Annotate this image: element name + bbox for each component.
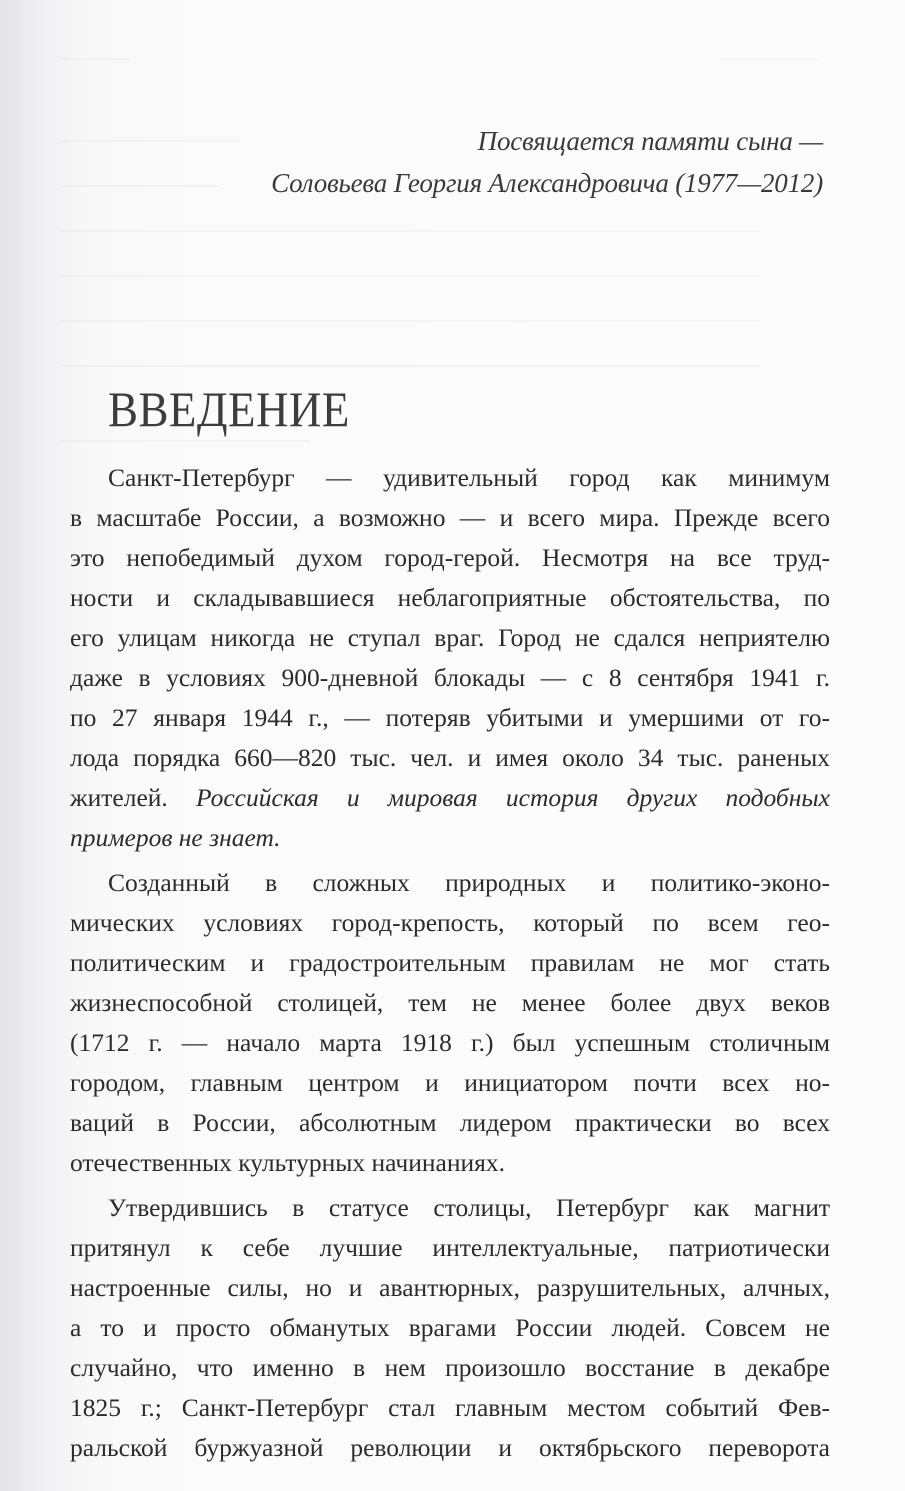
dedication-line-2: Соловьева Георгия Александровича (1977—2012) (271, 168, 823, 198)
paragraph-1-line-10: примеров не знает. (70, 823, 281, 852)
paragraph-3-line-1: Утвердившись в статусе столицы, Петербург как магнит (108, 1193, 830, 1222)
italic-emphasis: Российская и мировая история других подобных (195, 783, 830, 812)
paragraph-1-line-2: в масштабе России, а возможно — и всего мира. Прежде всего (70, 503, 830, 532)
chapter-title: ВВЕДЕНИЕ (108, 381, 350, 437)
paragraph-2-line-6: городом, главным центром и инициатором почти всех но- (70, 1068, 830, 1097)
dedication-line-1: Посвящается памяти сына — (477, 126, 823, 156)
paragraph-1-line-5: его улицам никогда не ступал враг. Город не сдался неприятелю (70, 623, 830, 652)
paragraph-2-line-8: отечественных культурных начинаниях. (70, 1148, 506, 1177)
paragraph-1-line-1: Санкт-Петербург — удивительный город как минимум (108, 463, 830, 492)
paragraph-1-line-3: это непобедимый духом город-герой. Несмотря на все труд- (70, 543, 830, 572)
paragraph-2-line-7: ваций в России, абсолютным лидером практически во всех (70, 1108, 830, 1137)
paragraph-3-line-4: а то и просто обманутых врагами России людей. Совсем не (70, 1313, 830, 1342)
paragraph-1-line-4: ности и складывавшиеся неблагоприятные обстоятельства, по (70, 583, 830, 612)
paragraph-3-line-6: 1825 г.; Санкт-Петербург стал главным местом событий Фев- (70, 1393, 830, 1422)
paragraph-1-line-6: даже в условиях 900-дневной блокады — с 8 сентября 1941 г. (70, 663, 830, 692)
paragraph-3-line-5: случайно, что именно в нем произошло восстание в декабре (70, 1353, 830, 1382)
paragraph-3-line-2: притянул к себе лучшие интеллектуальные, патриотически (70, 1233, 830, 1262)
paragraph-2-line-3: политическим и градостроительным правилам не мог стать (70, 948, 830, 977)
paragraph-2-line-4: жизнеспособной столицей, тем не менее более двух веков (70, 988, 830, 1017)
line-text: жителей. (70, 783, 196, 812)
paragraph-1-line-8: лода порядка 660—820 тыс. чел. и имея около 34 тыс. раненых (70, 743, 830, 772)
paragraph-2-line-5: (1712 г. — начало марта 1918 г.) был успешным столичным (70, 1028, 830, 1057)
paragraph-2-line-1: Созданный в сложных природных и политико-эконо- (108, 868, 830, 897)
paragraph-3-line-7: ральской буржуазной революции и октябрьского переворота (70, 1433, 830, 1462)
paragraph-1-line-9 (70, 783, 830, 813)
paragraph-1-line-7: по 27 января 1944 г., — потеряв убитыми и умершими от го- (70, 703, 830, 732)
paragraph-3-line-3: настроенные силы, но и авантюрных, разрушительных, алчных, (70, 1273, 830, 1302)
paragraph-2-line-2: мических условиях город-крепость, который по всем гео- (70, 908, 830, 937)
